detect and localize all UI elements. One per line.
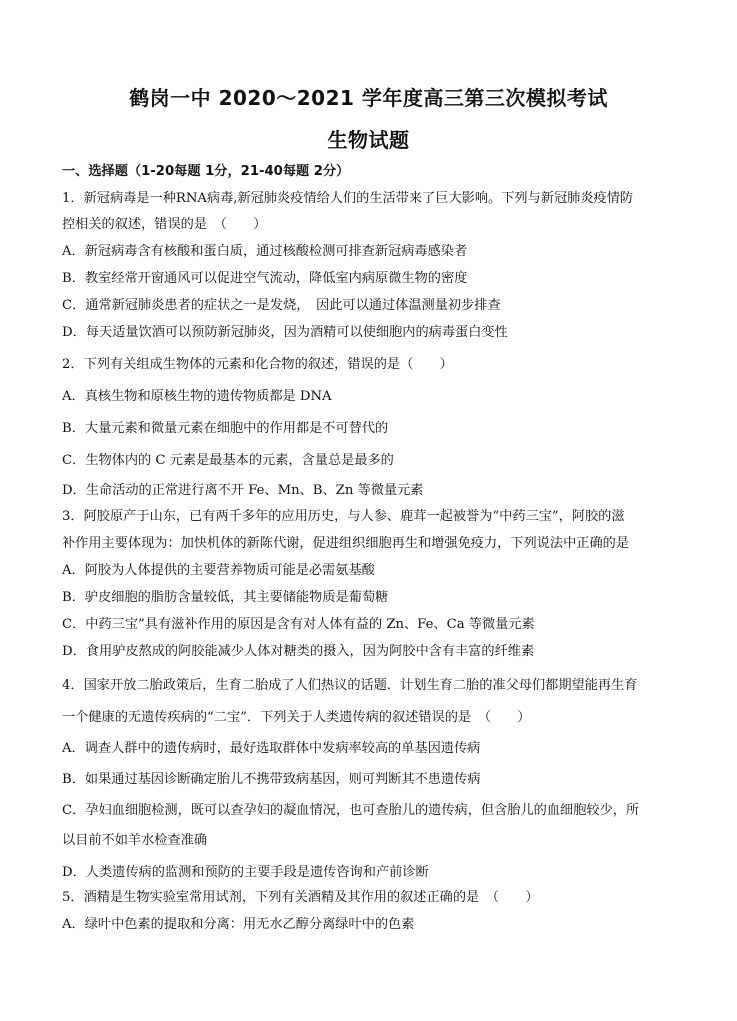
q2-option-b: B．大量元素和微量元素在细胞中的作用都是不可替代的 bbox=[62, 421, 389, 436]
q4-option-b: B．如果通过基因诊断确定胎儿不携带致病基因，则可判断其不患遗传病 bbox=[62, 772, 481, 787]
q4-option-c-line1: C．孕妇血细胞检测，既可以查孕妇的凝血情况，也可查胎儿的遗传病，但含胎儿的血细胞较少，所 bbox=[62, 803, 640, 818]
q2-option-c: C．生物体内的 C 元素是最基本的元素，含量总是最多的 bbox=[62, 453, 394, 468]
section-heading: 一、选择题（1-20每题 1分，21-40每题 2分） bbox=[62, 164, 350, 179]
q4-option-a: A．调查人群中的遗传病时，最好选取群体中发病率较高的单基因遗传病 bbox=[62, 741, 481, 756]
q1-option-b: B．教室经常开窗通风可以促进空气流动，降低室内病原微生物的密度 bbox=[62, 271, 468, 286]
q2-option-a: A．真核生物和原核生物的遗传物质都是 DNA bbox=[62, 389, 332, 404]
q4-option-d: D．人类遗传病的监测和预防的主要手段是遗传咨询和产前诊断 bbox=[62, 865, 429, 880]
q3-option-b: B．驴皮细胞的脂肪含量较低，其主要储能物质是葡萄糖 bbox=[62, 590, 389, 605]
q4-stem-line2: 一个健康的无遗传疾病的“二宝”．下列关于人类遗传病的叙述错误的是 （ ） bbox=[62, 710, 531, 725]
q5-option-a: A．绿叶中色素的提取和分离：用无水乙醇分离绿叶中的色素 bbox=[62, 917, 415, 932]
q3-option-c: C．中药三宝”具有滋补作用的原因是含有对人体有益的 Zn、Fe、Ca 等微量元素 bbox=[62, 617, 535, 632]
q1-option-d: D．每天适量饮酒可以预防新冠肺炎，因为酒精可以使细胞内的病毒蛋白变性 bbox=[62, 325, 508, 340]
q3-option-a: A．阿胶为人体提供的主要营养物质可能是必需氨基酸 bbox=[62, 563, 375, 578]
q4-option-c-line2: 以目前不如羊水检查准确 bbox=[62, 833, 208, 848]
q3-stem-line2: 补作用主要体现为：加快机体的新陈代谢，促进组织细胞再生和增强免疫力，下列说法中正确的是 bbox=[62, 536, 630, 551]
q1-option-a: A．新冠病毒含有核酸和蛋白质，通过核酸检测可排查新冠病毒感染者 bbox=[62, 244, 468, 259]
q3-option-d: D．食用驴皮熬成的阿胶能减少人体对糖类的摄入，因为阿胶中含有丰富的纤维素 bbox=[62, 644, 535, 659]
q1-stem-line1: 1．新冠病毒是一种RNA病毒,新冠肺炎疫情给人们的生活带来了巨大影响。下列与新冠肺炎疫情防 bbox=[62, 191, 634, 206]
q2-option-d: D．生命活动的正常进行离不开 Fe、Mn、B、Zn 等微量元素 bbox=[62, 483, 424, 498]
q3-stem-line1: 3．阿胶原产于山东，已有两千多年的应用历史，与人参、鹿茸一起被誉为“中药三宝”，阿胶的滋 bbox=[62, 509, 625, 524]
q2-stem: 2．下列有关组成生物体的元素和化合物的叙述，错误的是（ ） bbox=[62, 357, 453, 372]
q4-stem-line1: 4．国家开放二胎政策后，生育二胎成了人们热议的话题．计划生育二胎的准父母们都期望能再生育 bbox=[62, 678, 638, 693]
exam-subtitle: 生物试题 bbox=[327, 128, 410, 152]
exam-title: 鹤岗一中 2020～2021 学年度高三第三次模拟考试 bbox=[129, 86, 608, 110]
q1-stem-line2: 控相关的叙述，错误的是 （ ） bbox=[62, 217, 267, 232]
q5-stem: 5．酒精是生物实验室常用试剂，下列有关酒精及其作用的叙述正确的是 （ ） bbox=[62, 890, 539, 905]
q1-option-c: C．通常新冠肺炎患者的症状之一是发烧， 因此可以通过体温测量初步排查 bbox=[62, 298, 501, 313]
